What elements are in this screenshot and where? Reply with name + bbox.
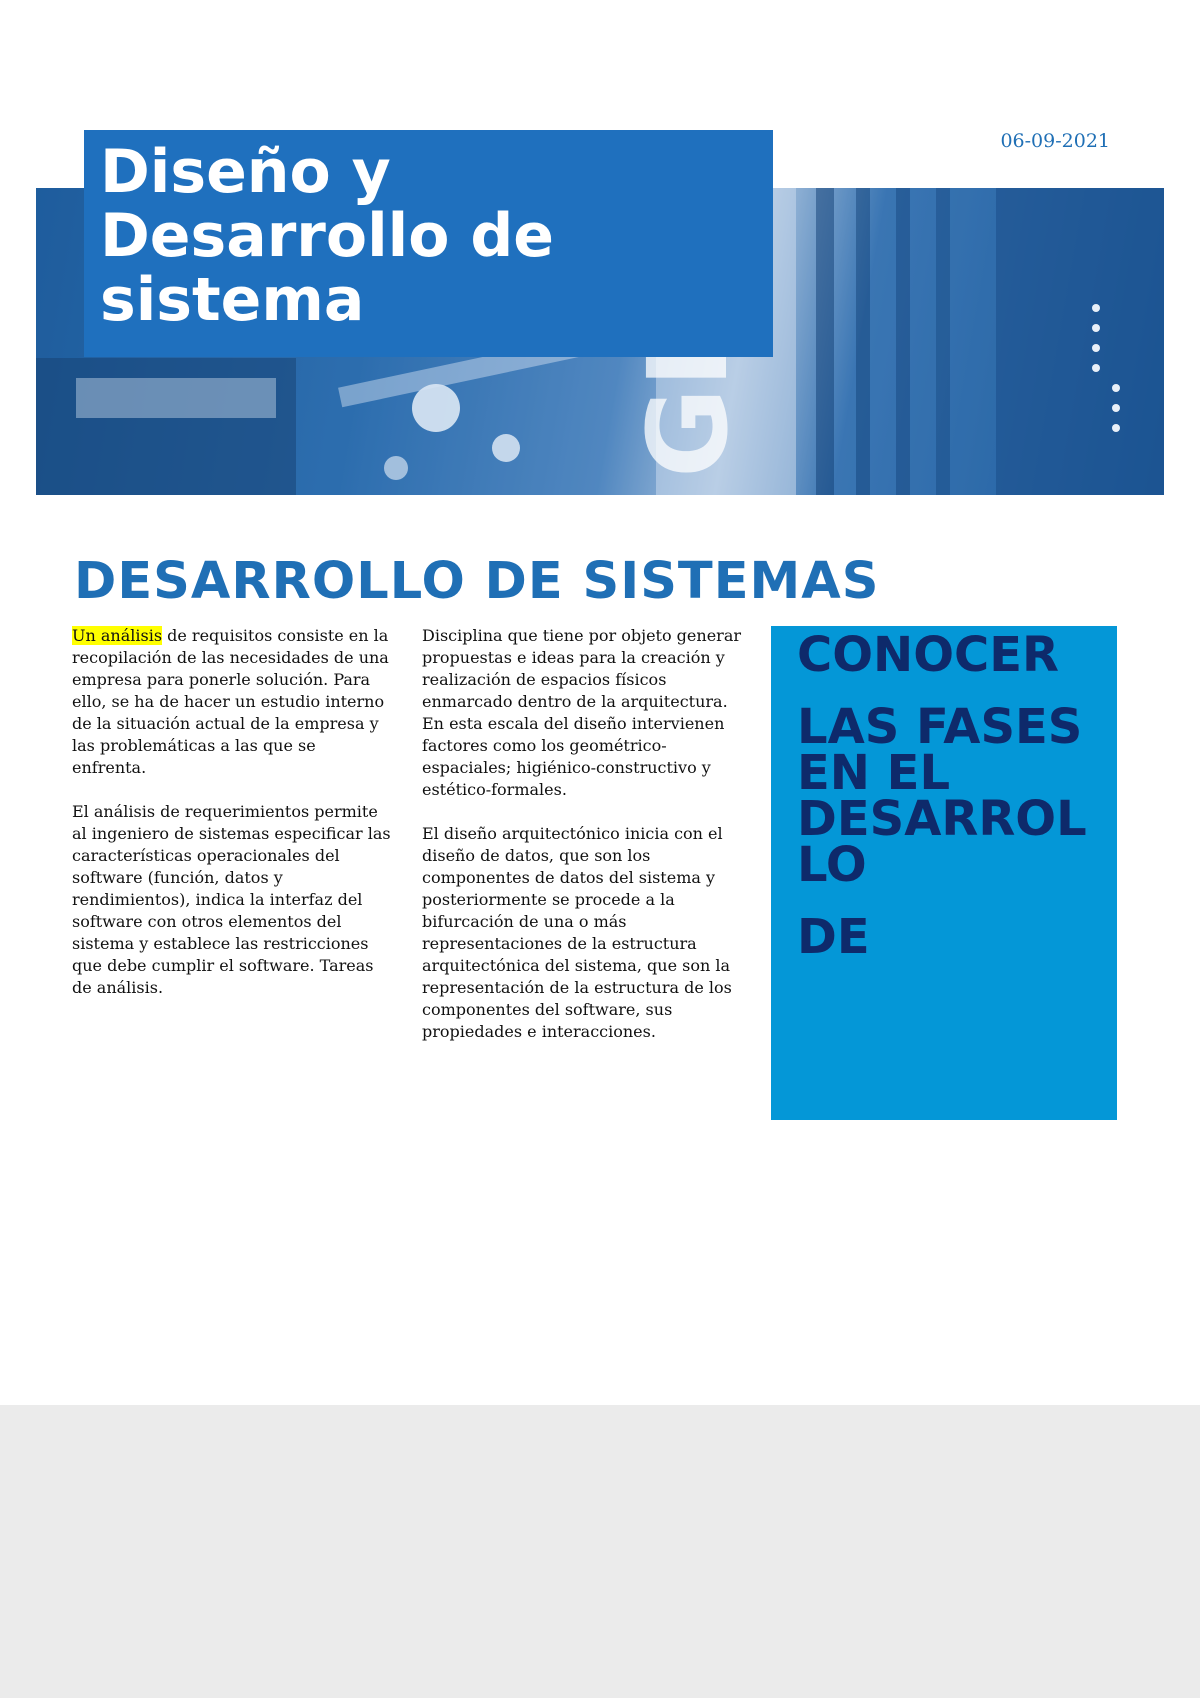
title-line-1: Diseño y xyxy=(100,137,391,207)
paragraph: Disciplina que tiene por objeto generar propuestas e ideas para la creación y realización de espacios físicos enmarcado dentro de la arquitectura. En esta escala del diseño intervienen factores como los geométrico-espaciales; higiénico-constructivo y estético-formales. xyxy=(422,626,741,799)
callout-line-2: LAS FASES EN EL DESARROLLO xyxy=(797,699,1087,893)
paragraph: El diseño arquitectónico inicia con el diseño de datos, que son los componentes de datos del sistema y posteriormente se procede a la bifurcación de una o más representaciones de la estructura arquitectónica del sistema, que son la representación de la estructura de los componentes del software, sus propiedades e interacciones. xyxy=(422,824,732,1041)
text-column-1 xyxy=(72,625,392,1021)
sidebar-callout xyxy=(771,626,1117,1120)
title-line-2: Desarrollo de xyxy=(100,201,554,271)
section-heading: DESARROLLO DE SISTEMAS xyxy=(74,552,880,611)
text-column-2 xyxy=(422,625,752,1065)
paragraph: El análisis de requerimientos permite al ingeniero de sistemas especificar las características operacionales del software (función, datos y rendimientos), indica la interfaz del software con otros elementos del sistema y establece las restricciones que debe cumplir el software. Tareas de análisis. xyxy=(72,802,391,997)
callout-line-1: CONOCER xyxy=(797,627,1059,683)
paragraph xyxy=(72,625,392,779)
callout-line-3: DE xyxy=(797,909,870,965)
title-line-3: sistema xyxy=(100,265,365,335)
highlighted-text: Un análisis xyxy=(72,626,163,645)
document-date: 06-09-2021 xyxy=(1000,130,1110,152)
title-box xyxy=(84,130,773,357)
page-footer-background xyxy=(0,1405,1200,1698)
paragraph-text: de requisitos consiste en la recopilación de las necesidades de una empresa para ponerle solución. Para ello, se ha de hacer un estudio interno de la situación actual de la empresa y las problemáticas a las que se enfrenta. xyxy=(72,626,389,777)
document-title xyxy=(100,137,757,335)
